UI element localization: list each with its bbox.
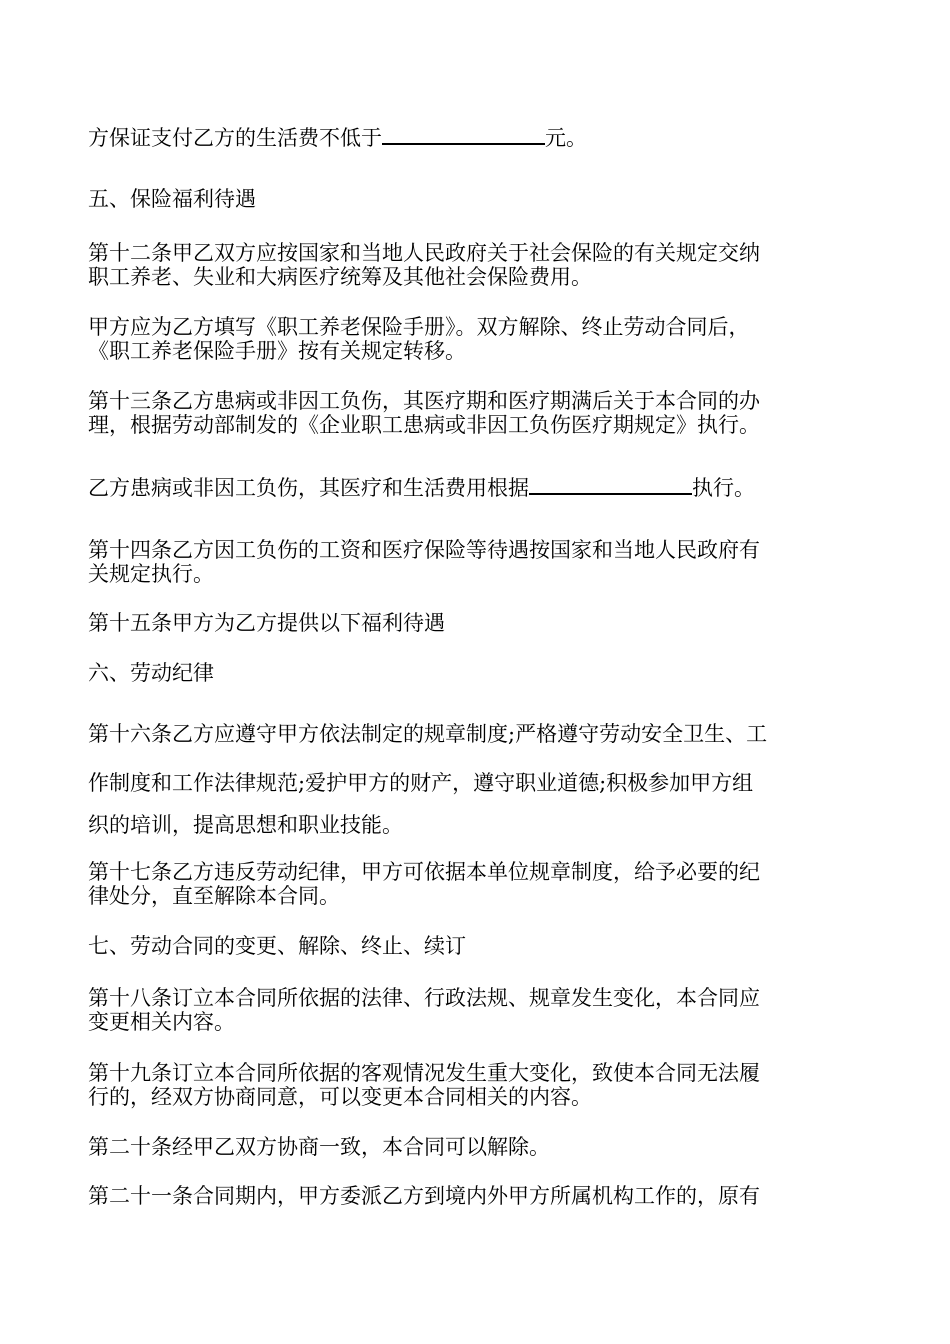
article-16-line-2: 作制度和工作法律规范;爱护甲方的财产，遵守职业道德;积极参加甲方组 (88, 771, 754, 795)
article-21-line-1: 第二十一条合同期内，甲方委派乙方到境内外甲方所属机构工作的，原有 (88, 1184, 760, 1208)
article-14-line-1: 第十四条乙方因工负伤的工资和医疗保险等待遇按国家和当地人民政府有 (88, 538, 760, 562)
living-allowance-blank (382, 123, 545, 145)
article-12-line-2: 职工养老、失业和大病医疗统筹及其他社会保险费用。 (88, 265, 592, 289)
article-17-line-2: 律处分，直至解除本合同。 (88, 884, 340, 908)
pension-handbook-line-2: 《职工养老保险手册》按有关规定转移。 (88, 339, 466, 363)
article-19-line-1: 第十九条订立本合同所依据的客观情况发生重大变化，致使本合同无法履 (88, 1061, 760, 1085)
medical-expense-line (88, 473, 878, 501)
article-18-line-2: 变更相关内容。 (88, 1010, 235, 1034)
article-16-line-1: 第十六条乙方应遵守甲方依法制定的规章制度;严格遵守劳动安全卫生、工 (88, 722, 768, 746)
article-18-line-1: 第十八条订立本合同所依据的法律、行政法规、规章发生变化，本合同应 (88, 986, 760, 1010)
pension-handbook-line-1: 甲方应为乙方填写《职工养老保险手册》。双方解除、终止劳动合同后， (88, 315, 750, 339)
section-heading-discipline: 六、劳动纪律 (88, 661, 214, 685)
section-heading-contract-changes: 七、劳动合同的变更、解除、终止、续订 (88, 934, 466, 958)
text-segment: 执行。 (692, 476, 755, 500)
article-17-line-1: 第十七条乙方违反劳动纪律，甲方可依据本单位规章制度，给予必要的纪 (88, 860, 760, 884)
medical-expense-blank (529, 473, 692, 495)
article-16-line-3: 织的培训，提高思想和职业技能。 (88, 813, 403, 837)
article-15: 第十五条甲方为乙方提供以下福利待遇 (88, 611, 445, 635)
living-allowance-line (88, 123, 878, 151)
section-heading-insurance: 五、保险福利待遇 (88, 187, 256, 211)
article-20: 第二十条经甲乙双方协商一致，本合同可以解除。 (88, 1135, 550, 1159)
text-segment: 方保证支付乙方的生活费不低于 (88, 126, 382, 150)
text-segment: 乙方患病或非因工负伤，其医疗和生活费用根据 (88, 476, 529, 500)
article-13-line-2: 理，根据劳动部制发的《企业职工患病或非因工负伤医疗期规定》执行。 (88, 413, 760, 437)
text-segment: 元。 (545, 126, 587, 150)
article-19-line-2: 行的，经双方协商同意，可以变更本合同相关的内容。 (88, 1085, 592, 1109)
article-12-line-1: 第十二条甲乙双方应按国家和当地人民政府关于社会保险的有关规定交纳 (88, 241, 760, 265)
article-14-line-2: 关规定执行。 (88, 562, 214, 586)
article-13-line-1: 第十三条乙方患病或非因工负伤，其医疗期和医疗期满后关于本合同的办 (88, 389, 760, 413)
